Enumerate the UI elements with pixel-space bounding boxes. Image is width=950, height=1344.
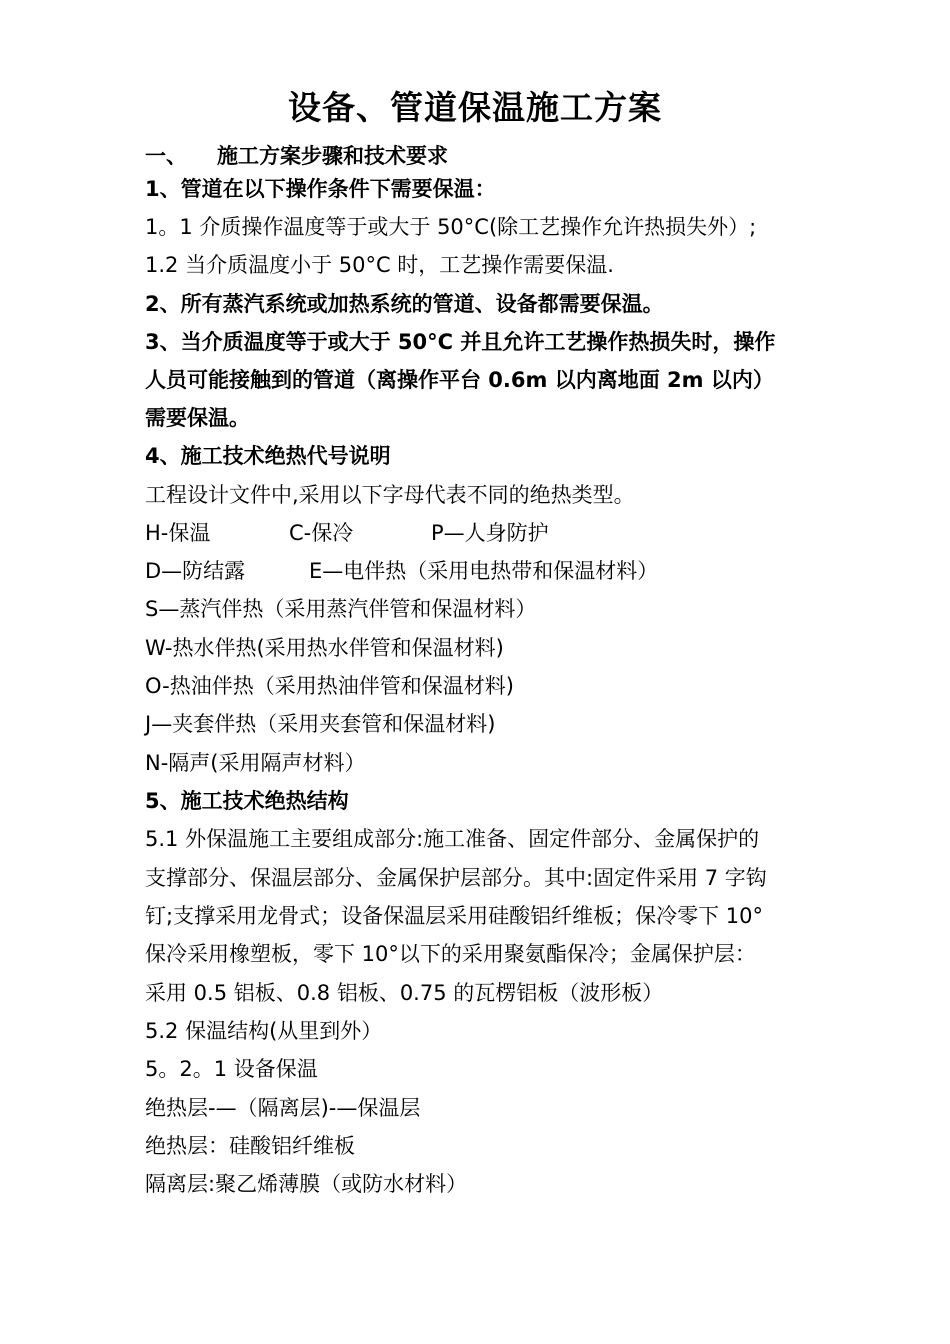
item2-heading: 2、所有蒸汽系统或加热系统的管道、设备都需要保温。 xyxy=(145,292,664,316)
item5-1-line-3: 钉;支撑采用龙骨式；设备保温层采用硅酸铝纤维板；保冷零下 10° xyxy=(145,904,763,928)
section-number: 一、 xyxy=(145,144,187,168)
code-j: J—夹套伴热（采用夹套管和保温材料) xyxy=(145,712,496,736)
code-c: C-保冷 xyxy=(289,521,354,545)
item1-paragraph-2: 1.2 当介质温度小于 50°C 时，工艺操作需要保温. xyxy=(145,253,614,277)
code-n: N-隔声(采用隔声材料） xyxy=(145,751,366,775)
item5-1-line-4: 保冷采用橡塑板，零下 10°以下的采用聚氨酯保冷；金属保护层： xyxy=(145,942,756,966)
item3-line-3: 需要保温。 xyxy=(145,406,250,430)
insulation-layer: 绝热层：硅酸铝纤维板 xyxy=(145,1134,355,1158)
item5-1-line-1: 5.1 外保温施工主要组成部分:施工准备、固定件部分、金属保护的 xyxy=(145,827,760,851)
item4-heading: 4、施工技术绝热代号说明 xyxy=(145,444,391,468)
code-p: P—人身防护 xyxy=(431,521,549,545)
section-heading-1 xyxy=(145,142,448,170)
item1-paragraph-1: 1。1 介质操作温度等于或大于 50°C(除工艺操作允许热损失外）; xyxy=(145,215,757,239)
item5-2-heading: 5.2 保温结构(从里到外） xyxy=(145,1019,383,1043)
item3-line-2: 人员可能接触到的管道（离操作平台 0.6m 以内离地面 2m 以内） xyxy=(145,368,774,392)
code-o: O-热油伴热（采用热油伴管和保温材料) xyxy=(145,674,514,698)
code-s: S—蒸汽伴热（采用蒸汽伴管和保温材料） xyxy=(145,597,537,621)
item5-2-1-heading: 5。2。1 设备保温 xyxy=(145,1057,318,1081)
item5-1-line-5: 采用 0.5 铝板、0.8 铝板、0.75 的瓦楞铝板（波形板） xyxy=(145,981,664,1005)
code-e: E—电伴热（采用电热带和保温材料） xyxy=(309,559,659,583)
isolation-layer: 隔离层:聚乙烯薄膜（或防水材料） xyxy=(145,1172,468,1196)
code-h: H-保温 xyxy=(145,521,211,545)
code-w: W-热水伴热(采用热水伴管和保温材料) xyxy=(145,636,504,660)
item5-heading: 5、施工技术绝热结构 xyxy=(145,789,349,813)
document-title: 设备、管道保温施工方案 xyxy=(288,88,662,127)
item4-intro: 工程设计文件中,采用以下字母代表不同的绝热类型。 xyxy=(145,483,635,507)
code-d: D—防结露 xyxy=(145,559,246,583)
section-title: 施工方案步骤和技术要求 xyxy=(217,144,448,168)
item3-line-1: 3、当介质温度等于或大于 50°C 并且允许工艺操作热损失时，操作 xyxy=(145,330,776,354)
layer-sequence: 绝热层-—（隔离层)-—保温层 xyxy=(145,1096,421,1120)
item1-heading: 1、管道在以下操作条件下需要保温： xyxy=(145,177,496,201)
item5-1-line-2: 支撑部分、保温层部分、金属保护层部分。其中:固定件采用 7 字钩 xyxy=(145,866,767,890)
